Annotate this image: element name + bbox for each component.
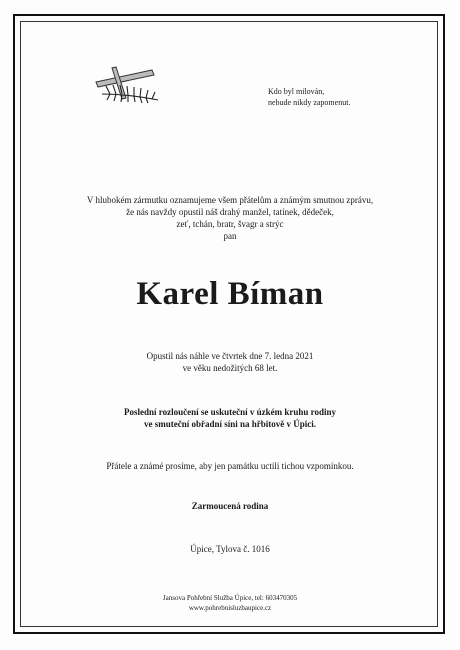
- family-address: Úpice, Tylova č. 1016: [190, 544, 270, 554]
- funeral-info: [40, 406, 420, 430]
- footer-website-link[interactable]: www.pohrebnisluzbaupice.cz: [188, 604, 272, 612]
- announcement-intro: [40, 194, 420, 242]
- quote-line-2: nebude nikdy zapomenut.: [268, 98, 351, 107]
- deceased-name: Karel Bíman: [136, 276, 324, 312]
- inner-border-frame: [20, 21, 438, 627]
- friends-note: Přátele a známé prosíme, aby jen památku uctili tichou vzpomínkou.: [106, 461, 354, 471]
- family-signature: Zarmoucená rodina: [191, 501, 269, 511]
- funeral-line-2: ve smuteční obřadní síni na hřbitově v Úpici.: [143, 419, 316, 429]
- death-notice-line-1: Opustil nás náhle ve čtvrtek dne 7. ledna 2021: [146, 351, 314, 361]
- funeral-service-footer: [40, 593, 420, 613]
- memorial-quote: [268, 86, 378, 108]
- quote-line-1: Kdo byl milován,: [268, 87, 325, 96]
- intro-line-3: zeť, tchán, bratr, švagr a strýc: [176, 219, 284, 229]
- cross-with-palm-branch-icon: [92, 60, 164, 108]
- intro-line-2: že nás navždy opustil náš drahý manžel, tatínek, dědeček,: [126, 207, 334, 217]
- death-notice-line-2: ve věku nedožitých 68 let.: [182, 363, 278, 373]
- death-notice: [40, 350, 420, 374]
- footer-line-1: Jansova Pohřební Služba Úpice, tel: 603470305: [162, 594, 298, 602]
- funeral-line-1: Poslední rozloučení se uskuteční v úzkém kruhu rodiny: [124, 407, 336, 417]
- intro-line-1: V hlubokém zármutku oznamujeme všem přátelům a známým smutnou zprávu,: [86, 195, 374, 205]
- intro-line-4: pan: [223, 231, 237, 241]
